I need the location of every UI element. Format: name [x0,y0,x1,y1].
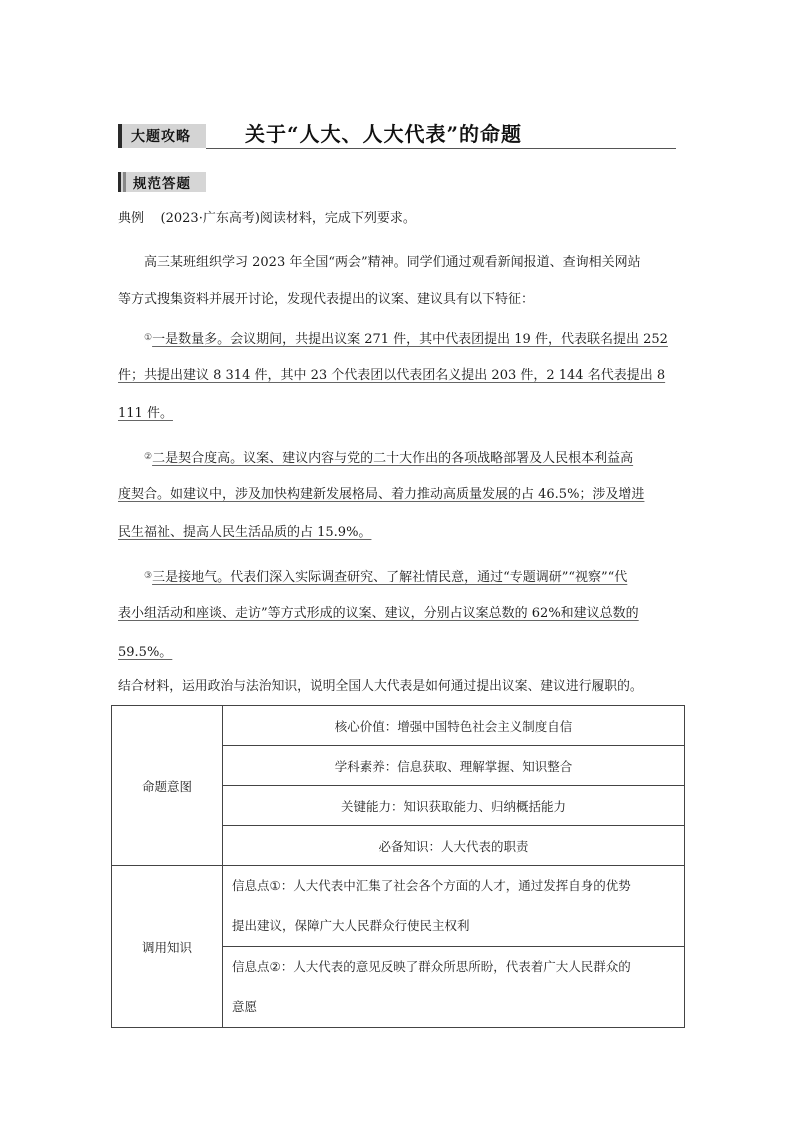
intent-cell: 学科素养：信息获取、理解掌握、知识整合 [223,746,685,786]
knowledge-label: 调用知识 [112,866,223,1028]
title-divider [206,148,676,149]
subsection-tag [118,172,206,192]
analysis-table [111,705,685,1028]
section-tag [118,124,206,148]
intent-cell: 关键能力：知识获取能力、归纳概括能力 [223,786,685,826]
section-tag-label: 大题攻略 [131,129,191,145]
subsection-marker-light [123,172,126,192]
example-intro [118,209,416,229]
material-line [118,523,371,543]
material-line [144,447,633,469]
material-line: 高三某班组织学习 2023 年全国“两会”精神。同学们通过观看新闻报道、查询相关网站 [144,255,641,270]
highlight-text: 59.5%。 [118,645,173,660]
highlight-text: 111 件。 [118,406,173,421]
material-line [118,485,644,505]
highlight-text: 度契合。如建议中，涉及加快构建新发展格局、着力推动高质量发展的占 46.5%；涉及增进 [118,487,645,502]
knowledge-cell [223,866,685,947]
example-label: 典例 [118,211,145,226]
point-number: ② [144,452,153,462]
highlight-text: 一是数量多。会议期间，共提出议案 271 件，其中代表团提出 19 件，代表联名提出 252 [152,332,668,347]
table-row [112,706,685,746]
knowledge-line: 信息点②：人大代表的意见反映了群众所思所盼，代表着广大人民群众的 [232,959,631,974]
highlight-text: 表小组活动和座谈、走访”等方式形成的议案、建议，分别占议案总数的 62%和建议总数的 [118,606,639,621]
highlight-text: 二是契合度高。议案、建议内容与党的二十大作出的各项战略部署及人民根本利益高 [152,451,634,466]
subsection-marker [118,172,121,192]
highlight-text: 民生福祉、提高人民生活品质的占 15.9%。 [118,525,372,540]
point-number: ① [144,333,153,343]
highlight-text: 三是接地气。代表们深入实际调查研究、了解社情民意，通过“专题调研”“视察”“代 [152,570,628,585]
intent-label: 命题意图 [112,706,223,866]
material-line [144,328,668,350]
page-title: 关于“人大、人大代表”的命题 [245,122,523,146]
example-instruction: (2023·广东高考)阅读材料，完成下列要求。 [160,211,416,226]
question-text: 结合材料，运用政治与法治知识，说明全国人大代表是如何通过提出议案、建议进行履职的。 [118,679,643,694]
knowledge-line: 意愿 [232,999,258,1014]
material-line: 等方式搜集资料并展开讨论，发现代表提出的议案、建议具有以下特征： [118,292,535,307]
intent-cell: 必备知识：人大代表的职责 [223,826,685,866]
subsection-label: 规范答题 [133,176,191,192]
intent-cell: 核心价值：增强中国特色社会主义制度自信 [223,706,685,746]
knowledge-cell [223,947,685,1028]
point-number: ③ [144,571,153,581]
tag-marker [118,124,122,148]
material-line [118,404,173,424]
material-line [144,566,627,588]
knowledge-line: 提出建议，保障广大人民群众行使民主权利 [232,918,470,933]
material-line [118,643,172,663]
table-row [112,866,685,947]
material-line [118,366,665,386]
highlight-text: 件；共提出建议 8 314 件，其中 23 个代表团以代表团名义提出 203 件，2 144 名代表提出 8 [118,368,666,383]
knowledge-line: 信息点①：人大代表中汇集了社会各个方面的人才，通过发挥自身的优势 [232,878,631,893]
material-line [118,604,639,624]
